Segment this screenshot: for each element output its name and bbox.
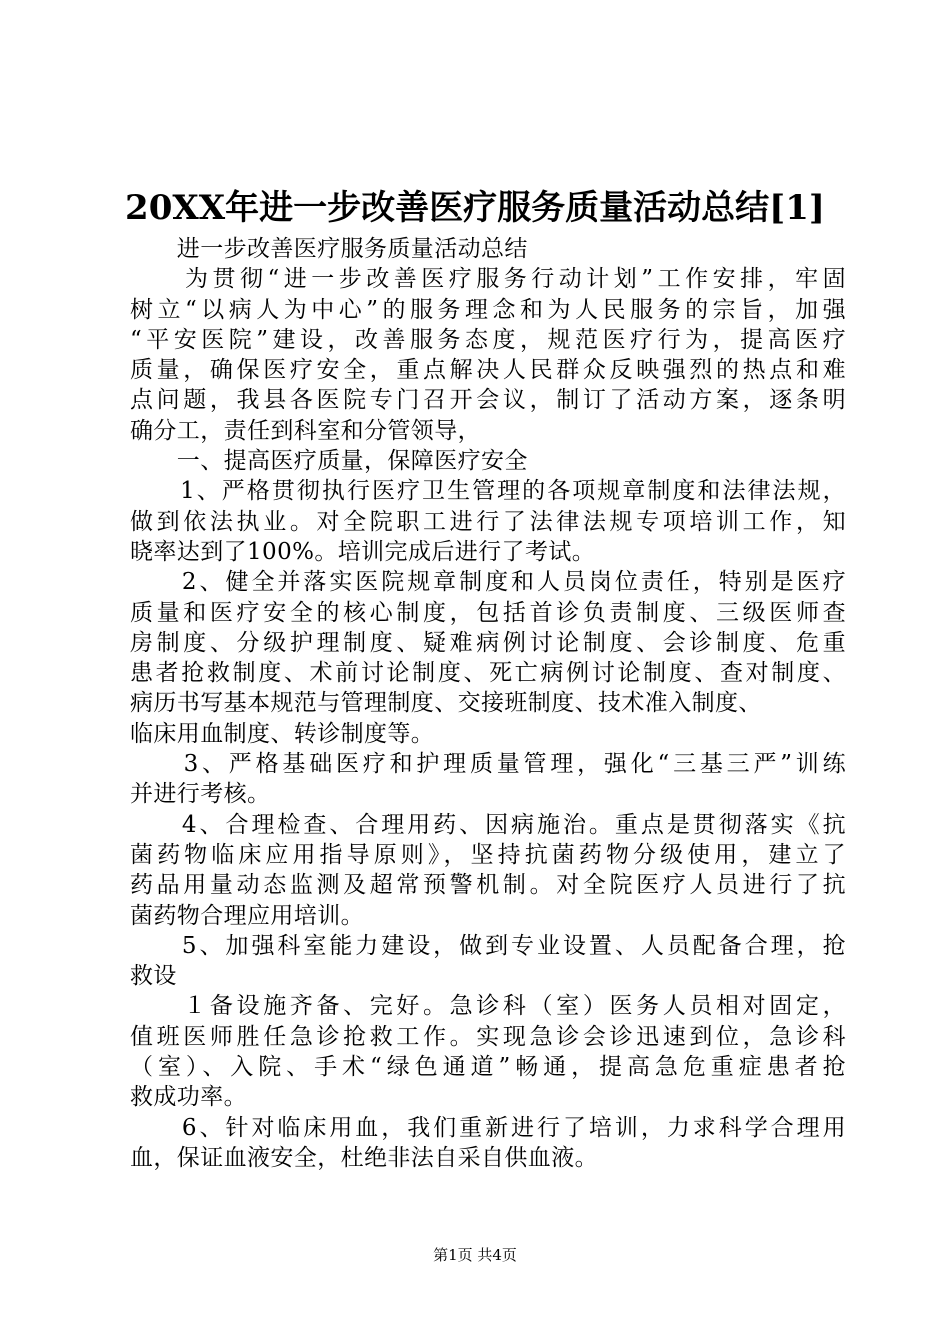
document-body	[130, 234, 846, 1173]
body-line: 救设	[130, 963, 177, 990]
body-line: 患者抢救制度、术前讨论制度、死亡病例讨论制度、查对制度、	[130, 660, 846, 687]
body-line: 6、针对临床用血，我们重新进行了培训，力求科学合理用	[130, 1114, 846, 1141]
body-line: 血，保证血液安全，杜绝非法自采自供血液。	[130, 1144, 598, 1171]
body-line: （室）、入院、手术“绿色通道”畅通，提高急危重症患者抢	[130, 1054, 846, 1081]
body-line: 晓率达到了100%。培训完成后进行了考试。	[130, 538, 596, 565]
body-line: 1、严格贯彻执行医疗卫生管理的各项规章制度和法律法规，	[130, 478, 846, 505]
body-line: 5、加强科室能力建设，做到专业设置、人员配备合理，抢	[130, 932, 846, 959]
body-line: 病历书写基本规范与管理制度、交接班制度、技术准入制度、	[130, 690, 762, 717]
body-line: 做到依法执业。对全院职工进行了法律法规专项培训工作，知	[130, 508, 846, 535]
body-line: 一、提高医疗质量，保障医疗安全	[130, 448, 528, 475]
body-line: 为贯彻“进一步改善医疗服务行动计划”工作安排，牢固	[130, 266, 846, 293]
body-line: 进一步改善医疗服务质量活动总结	[130, 236, 528, 262]
body-line: 药品用量动态监测及超常预警机制。对全院医疗人员进行了抗	[130, 872, 846, 899]
body-line: 点问题，我县各医院专门召开会议，制订了活动方案，逐条明	[130, 387, 846, 414]
body-line: 值班医师胜任急诊抢救工作。实现急诊会诊迅速到位，急诊科	[130, 1023, 846, 1050]
body-line: 并进行考核。	[130, 781, 271, 808]
body-line: 质量，确保医疗安全，重点解决人民群众反映强烈的热点和难	[130, 357, 846, 384]
body-line: 临床用血制度、转诊制度等。	[130, 720, 435, 747]
body-line: 3、严格基础医疗和护理质量管理，强化“三基三严”训练	[130, 751, 846, 778]
body-line: “平安医院”建设，改善服务态度，规范医疗行为，提高医疗	[130, 326, 846, 353]
document-title: 20XX年进一步改善医疗服务质量活动总结[1]	[125, 188, 825, 228]
body-line: 2、健全并落实医院规章制度和人员岗位责任，特别是医疗	[130, 569, 846, 596]
body-line: 4、合理检查、合理用药、因病施治。重点是贯彻落实《抗	[130, 811, 846, 838]
body-line: 菌药物临床应用指导原则》，坚持抗菌药物分级使用，建立了	[130, 841, 846, 868]
body-line: 菌药物合理应用培训。	[130, 902, 364, 929]
page-footer: 第1页 共4页	[433, 1246, 517, 1264]
body-line: 树立“以病人为中心”的服务理念和为人民服务的宗旨，加强	[130, 296, 846, 323]
body-line: 救成功率。	[130, 1084, 247, 1111]
body-line: 质量和医疗安全的核心制度，包括首诊负责制度、三级医师查	[130, 599, 846, 626]
body-line: 房制度、分级护理制度、疑难病例讨论制度、会诊制度、危重	[130, 629, 846, 656]
body-line: １备设施齐备、完好。急诊科（室）医务人员相对固定，	[130, 993, 846, 1020]
body-line: 确分工，责任到科室和分管领导，	[130, 417, 481, 444]
